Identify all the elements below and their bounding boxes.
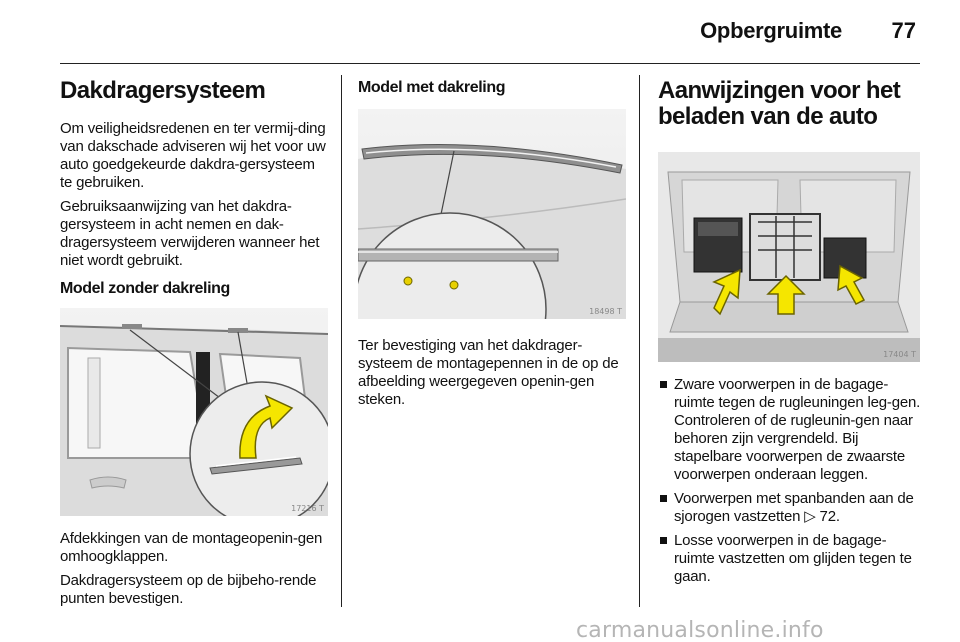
cargo-area-illustration bbox=[658, 152, 920, 362]
paragraph: Om veiligheidsredenen en ter vermij-ding van dakschade adviseren wij het voor uw auto goedgekeurde dakdra-gersysteem te gebruiken. bbox=[60, 120, 326, 191]
watermark: carmanualsonline.info bbox=[576, 618, 824, 642]
column-divider bbox=[341, 75, 342, 607]
column-divider bbox=[639, 75, 640, 607]
figure-number: 17216 T bbox=[291, 504, 324, 513]
list-item bbox=[658, 490, 926, 526]
figure-number: 18498 T bbox=[589, 307, 622, 316]
subheading-with-rail: Model met dakreling bbox=[358, 79, 506, 96]
paragraph: Afdekkingen van de montageopenin-gen omhoogklappen. bbox=[60, 530, 323, 565]
subheading-without-rail: Model zonder dakreling bbox=[60, 280, 230, 297]
bullet-marker bbox=[660, 381, 667, 388]
heading-line: beladen van de auto bbox=[658, 103, 878, 130]
roof-rail-illustration bbox=[358, 109, 626, 319]
page-reference-link[interactable]: ▷ 72. bbox=[804, 508, 840, 525]
figure-number: 17404 T bbox=[883, 350, 916, 359]
paragraph: Dakdragersysteem op de bijbeho-rende punten bevestigen. bbox=[60, 572, 317, 607]
page-number: 77 bbox=[891, 18, 916, 43]
paragraph: Ter bevestiging van het dakdrager-systeem de montagepennen in de op de afbeelding weergegeven openin-gen steken. bbox=[358, 337, 619, 408]
bullet-marker bbox=[660, 537, 667, 544]
heading-line: Aanwijzingen voor het bbox=[658, 77, 901, 104]
list-item bbox=[658, 532, 926, 586]
figure-without-rail bbox=[60, 308, 328, 516]
heading-loading-tips bbox=[658, 78, 926, 130]
list-item-text: Voorwerpen met spanbanden aan de sjorogen vastzetten bbox=[674, 490, 914, 525]
paragraph: Gebruiksaanwijzing van het dakdra-gersysteem in acht nemen en dak-dragersysteem verwijderen wanneer het niet wordt gebruikt. bbox=[60, 198, 320, 269]
loading-tips-list bbox=[658, 376, 926, 586]
column-with-rail bbox=[358, 72, 626, 409]
figure-cargo bbox=[658, 152, 920, 362]
list-item-text: Zware voorwerpen in de bagage-ruimte tegen de rugleuningen leg-gen. Controleren of de rugleunin-gen naar behoren zijn vergrendeld. Bij stapelbare voorwerpen de zwaarste voorwerpen onderaan leggen. bbox=[674, 376, 921, 483]
figure-with-rail bbox=[358, 109, 626, 319]
section-title: Opbergruimte bbox=[700, 18, 842, 43]
heading-roof-rack: Dakdragersysteem bbox=[60, 77, 266, 104]
car-side-illustration bbox=[60, 308, 328, 516]
list-item bbox=[658, 376, 926, 484]
list-item-text: Losse voorwerpen in de bagage-ruimte vastzetten om glijden tegen te gaan. bbox=[674, 532, 912, 585]
column-roof-rack bbox=[60, 72, 328, 608]
bullet-marker bbox=[660, 495, 667, 502]
page-header bbox=[60, 14, 920, 64]
column-loading-tips bbox=[658, 72, 926, 592]
